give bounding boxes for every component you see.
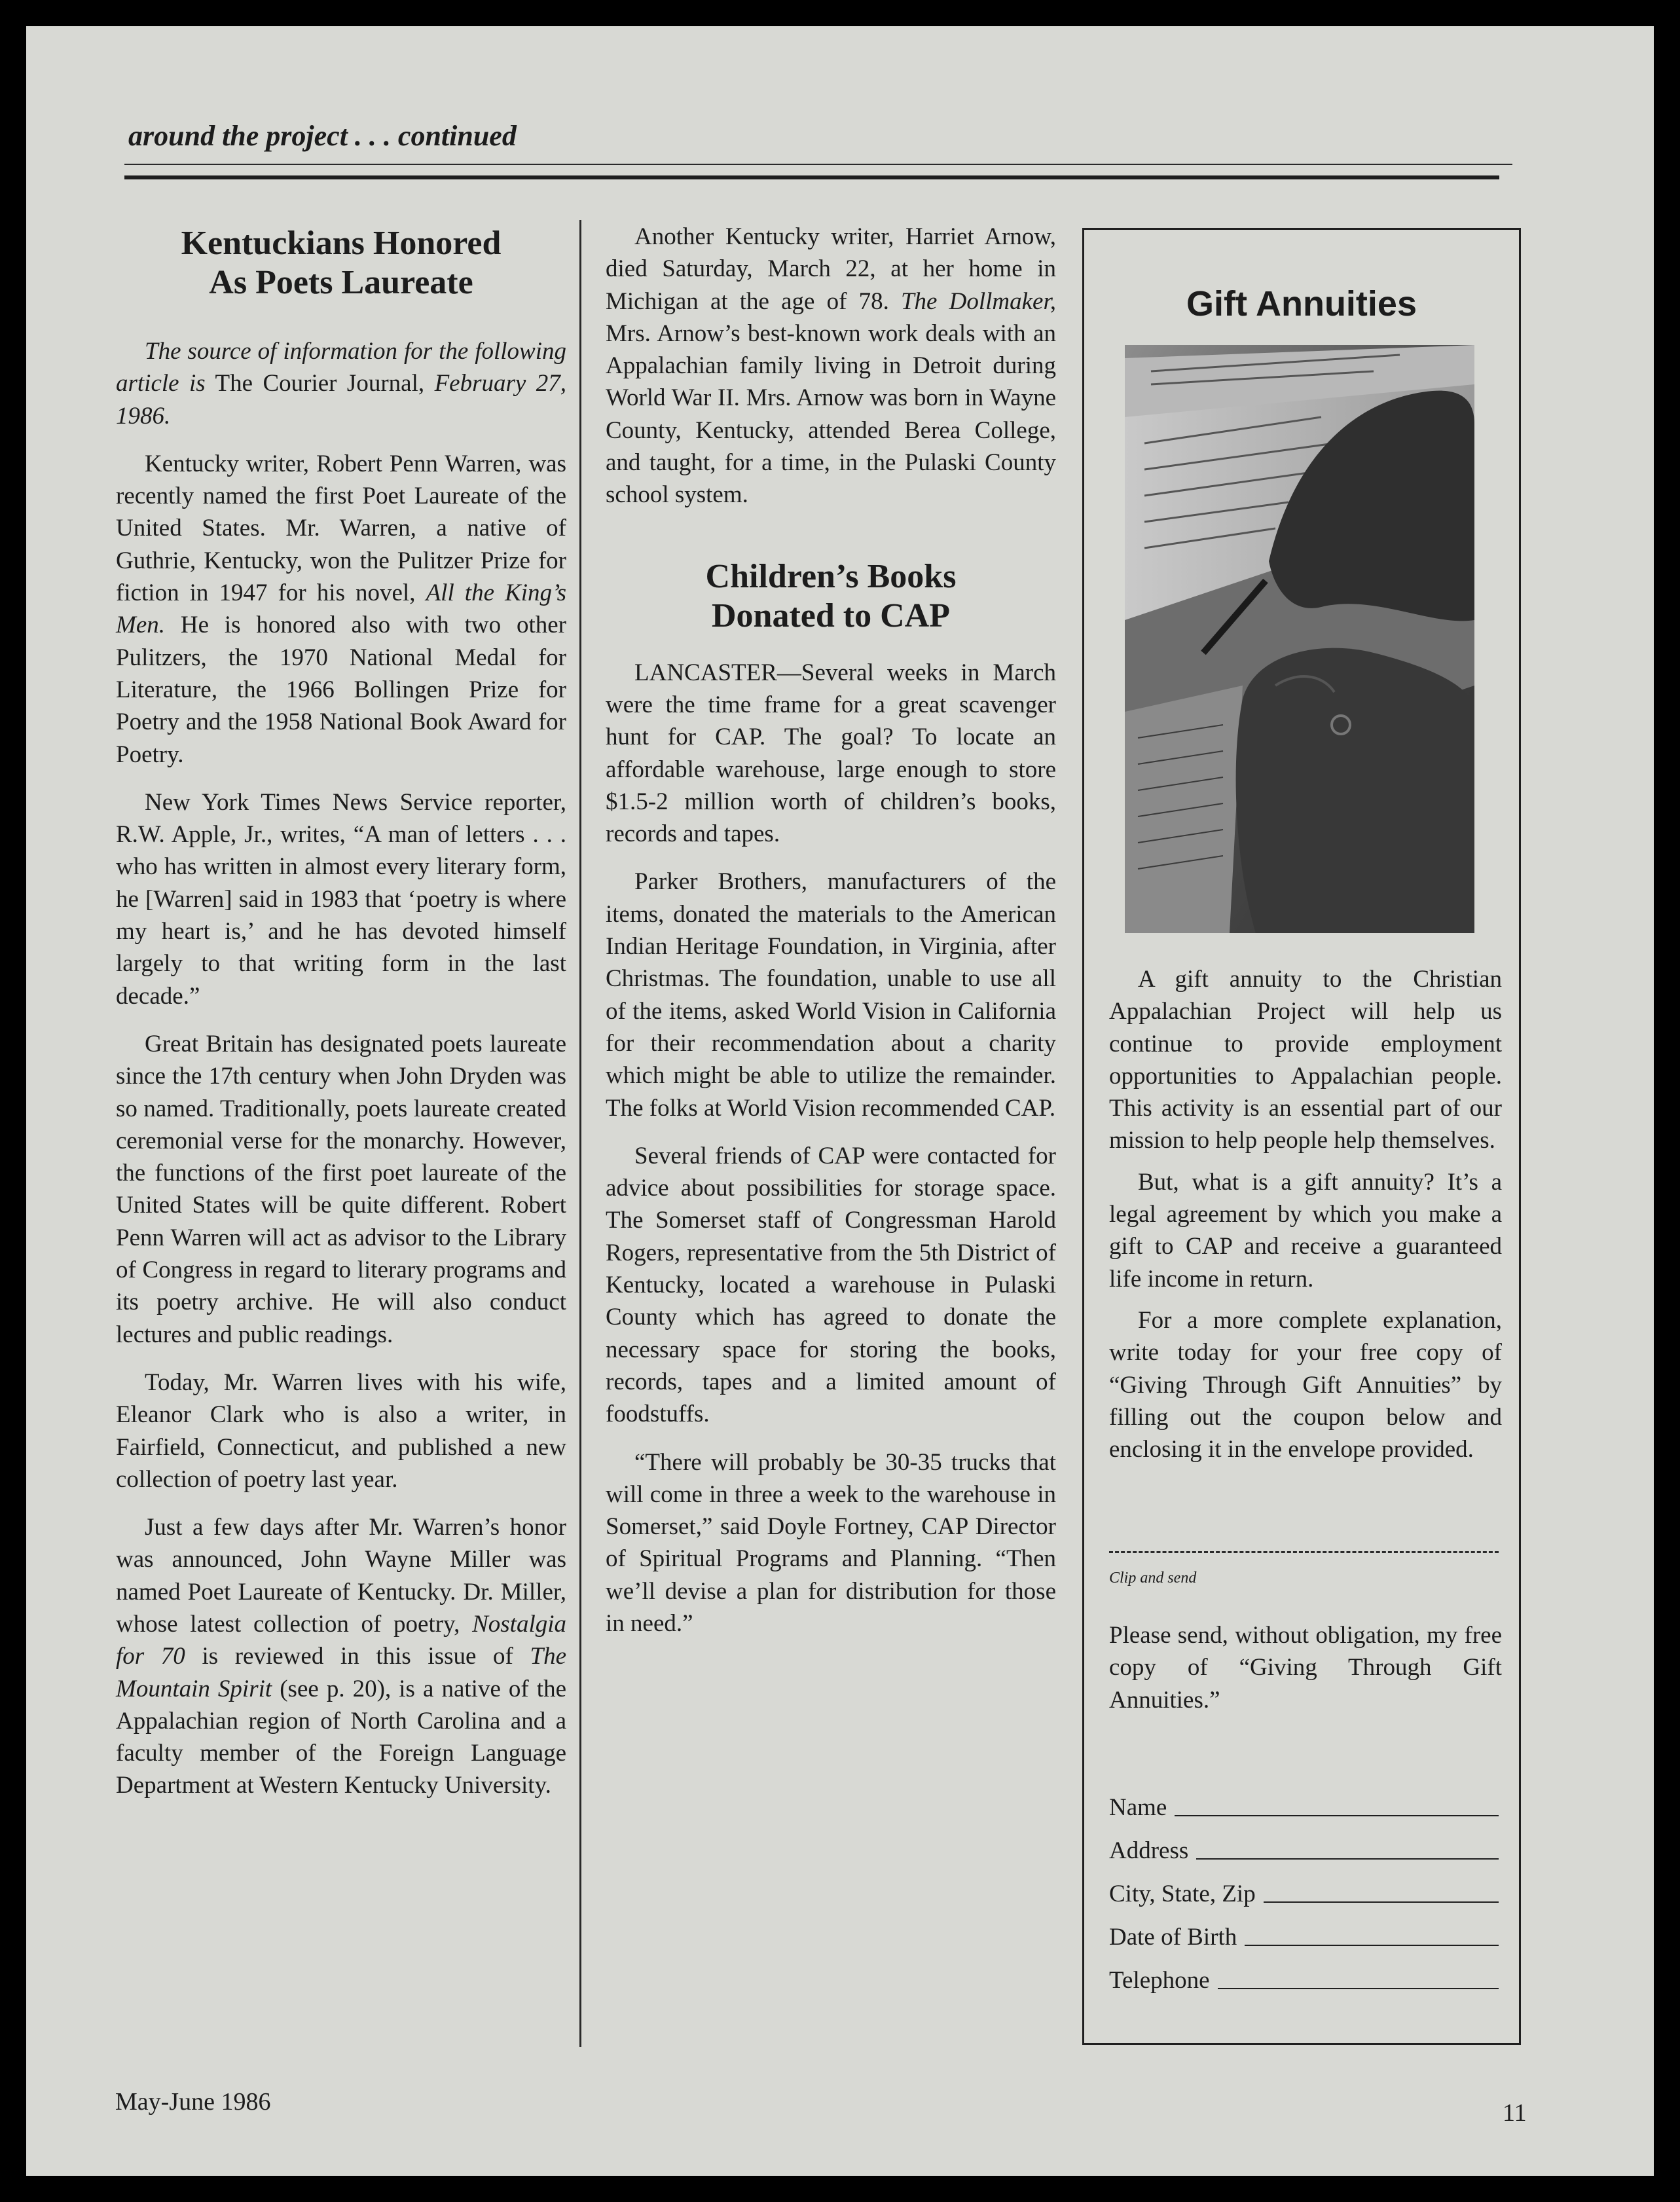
header-rule-thin (124, 164, 1512, 165)
book-title-dollmaker: The Dollmaker, (900, 287, 1056, 315)
article1-p5-text-cont: is reviewed in this issue of (202, 1643, 513, 1670)
coupon-cut-line (1109, 1551, 1499, 1553)
source-note-part3: February 27, 1986. (116, 370, 566, 430)
article1-paragraph-4: Today, Mr. Warren lives with his wife, Eleanor Clark who is also a writer, in Fairfield, Connecticut, and published a new collection of poetry last year. (116, 1368, 566, 1493)
city-field-line[interactable] (1264, 1901, 1499, 1903)
dob-field-label: Date of Birth (1109, 1924, 1237, 1951)
book-title-nostalgia: Nostalgia for 70 (116, 1610, 567, 1670)
article1-p6-text: Another Kentucky writer, Harriet Arnow, died Saturday, March 22, at her home in Michigan at the age of 78. (606, 223, 1056, 315)
article1-paragraph-6 (606, 221, 1056, 511)
article-column-2 (606, 221, 1056, 1655)
article1-paragraph-2: New York Times News Service reporter, R.W. Apple, Jr., writes, “A man of letters . . . who has written in almost every literary form, he [Warren] said in 1983 that ‘poetry is where my heart is,’ and he has devoted himself largely to that writing form in the last decade.” (116, 788, 566, 1010)
clip-and-send-label: Clip and send (1109, 1569, 1197, 1587)
gift-paragraph-3: For a more complete explanation, write today for your free copy of “Giving Through Gift Annuities” by filling out the coupon below and enclosing it in the envelope provided. (1109, 1306, 1502, 1463)
article1-title (116, 224, 566, 303)
book-title-kings-men: All the King’s Men. (116, 579, 566, 639)
article2-paragraph-2: Parker Brothers, manufacturers of the items, donated the materials to the American Indian Heritage Foundation, in Virginia, after Christmas. The foundation, unable to use all of the items, asked World Vision in California for their recommendation about a charity which might be able to utilize the remainder. The folks at World Vision recommended CAP. (606, 868, 1056, 1122)
issue-date: May-June 1986 (115, 2088, 271, 2116)
address-field-label: Address (1109, 1837, 1189, 1864)
signing-document-photo (1125, 345, 1474, 933)
article2-title-line2: Donated to CAP (712, 596, 950, 634)
telephone-field-line[interactable] (1218, 1988, 1499, 1989)
header-rule-thick (124, 175, 1499, 179)
gift-annuities-box (1082, 228, 1521, 2045)
article1-p5-text-end: (see p. 20), is a native of the Appalachian region of North Carolina and a faculty member of the Foreign Language Department at Western Kentucky University. (116, 1675, 567, 1799)
name-field-label: Name (1109, 1794, 1167, 1821)
name-field-line[interactable] (1175, 1815, 1499, 1816)
magazine-page (26, 26, 1654, 2176)
city-state-zip-field[interactable] (1109, 1877, 1499, 1908)
city-field-label: City, State, Zip (1109, 1881, 1256, 1907)
gift-paragraph-2: But, what is a gift annuity? It’s a legal agreement by which you make a gift to CAP and receive a guaranteed life income in return. (1109, 1168, 1502, 1293)
coupon-request-text: Please send, without obligation, my free copy of “Giving Through Gift Annuities.” (1109, 1622, 1502, 1714)
photo-illustration (1125, 345, 1474, 933)
article-column-1 (116, 224, 566, 1818)
article1-p1-text: Kentucky writer, Robert Penn Warren, was recently named the first Poet Laureate of the United States. Mr. Warren, a native of Guthrie, Kentucky, won the Pulitzer Prize for fiction in 1947 for his novel, (116, 450, 566, 607)
source-note (116, 335, 566, 432)
source-note-part1: The source of information for the following article is (116, 338, 566, 397)
source-note-part2: The Courier Journal, (215, 370, 425, 397)
address-field-line[interactable] (1196, 1858, 1499, 1860)
article1-title-line2: As Poets Laureate (209, 264, 473, 301)
article2-title (606, 557, 1056, 636)
gift-box-body (1109, 963, 1502, 1475)
running-head: around the project . . . continued (128, 120, 517, 152)
telephone-field[interactable] (1109, 1963, 1499, 1994)
telephone-field-label: Telephone (1109, 1967, 1210, 1994)
article2-paragraph-3: Several friends of CAP were contacted for advice about possibilities for storage space. The Somerset staff of Congressman Harold Rogers, representative from the 5th District of Kentucky, located a warehouse in Pulaski County which has agreed to donate the necessary space for storing the books, records, tapes and a limited amount of foodstuffs. (606, 1142, 1056, 1428)
article1-p1-text-cont: He is honored also with two other Pulitzers, the 1970 National Medal for Literature, the 1966 Bollingen Prize for Poetry and the 1958 National Book Award for Poetry. (116, 612, 566, 768)
dob-field-line[interactable] (1245, 1945, 1499, 1946)
article1-p6-text-cont: Mrs. Arnow’s best-known work deals with an Appalachian family living in Detroit during World War II. Mrs. Arnow was born in Wayne County, Kentucky, attended Berea College, and taught, for a time, in the Pulaski County school system. (606, 320, 1056, 509)
gift-box-title: Gift Annuities (1186, 284, 1417, 323)
article2-paragraph-1: LANCASTER—Several weeks in March were the time frame for a great scavenger hunt for CAP. The goal? To locate an affordable warehouse, large enough to store $1.5-2 million worth of children’s books, records and tapes. (606, 659, 1056, 848)
column-divider (579, 220, 581, 2047)
article1-paragraph-3: Great Britain has designated poets laureate since the 17th century when John Dryden was so named. Traditionally, poets laureate created ceremonial verse for the monarchy. However, the functions of the first poet laureate of the United States will be quite different. Robert Penn Warren will act as advisor to the Library of Congress in regard to literary programs and its poetry archive. He will also conduct lectures and public readings. (116, 1030, 566, 1348)
article1-p5-text: Just a few days after Mr. Warren’s honor was announced, John Wayne Miller was named Poet Laureate of Kentucky. Dr. Miller, whose latest collection of poetry, (116, 1514, 566, 1638)
article1-paragraph-1 (116, 448, 566, 771)
article1-paragraph-5 (116, 1511, 566, 1802)
magazine-title-mountain-spirit: The Mountain Spirit (116, 1643, 567, 1702)
article2-title-line1: Children’s Books (705, 557, 957, 595)
name-field[interactable] (1109, 1790, 1499, 1822)
page-number: 11 (1503, 2099, 1527, 2127)
article1-title-line1: Kentuckians Honored (181, 225, 502, 262)
gift-paragraph-1: A gift annuity to the Christian Appalachian Project will help us continue to provide employment opportunities to Appalachian people. This activity is an essential part of our mission to help people help themselves. (1109, 966, 1502, 1154)
address-field[interactable] (1109, 1833, 1499, 1865)
date-of-birth-field[interactable] (1109, 1920, 1499, 1951)
article2-paragraph-4: “There will probably be 30-35 trucks that will come in three a week to the warehouse in Somerset,” said Doyle Fortney, CAP Director of Spiritual Programs and Planning. “Then we’ll devise a plan for distribution for those in need.” (606, 1448, 1056, 1637)
